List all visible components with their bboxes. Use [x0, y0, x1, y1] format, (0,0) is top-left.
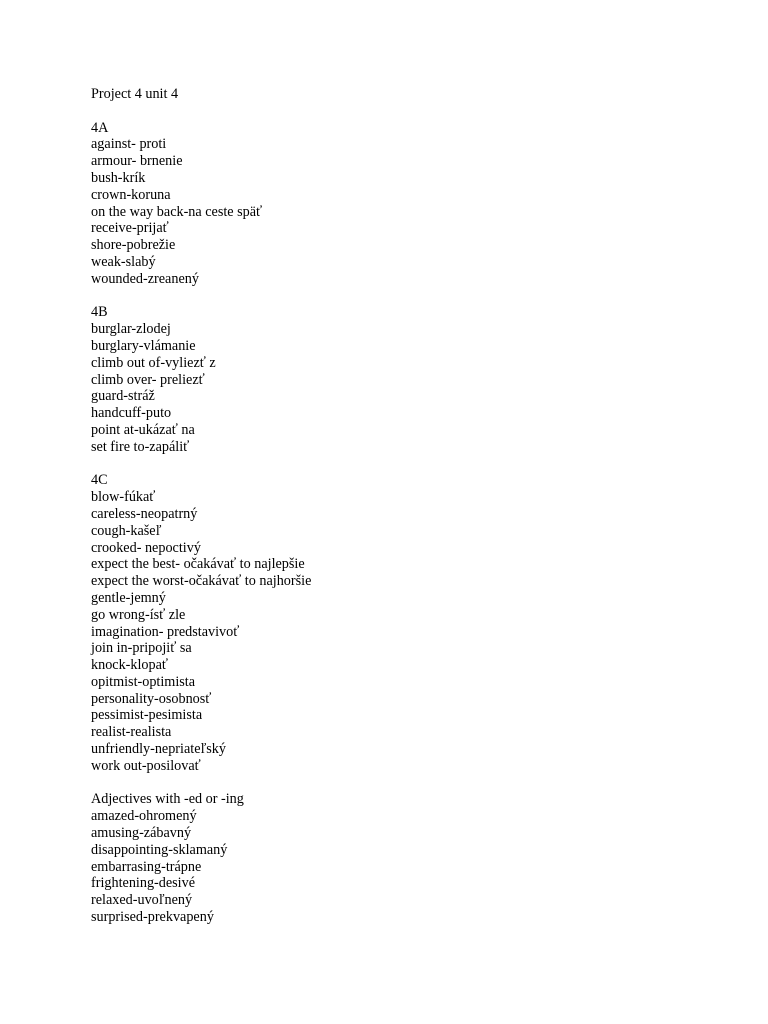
vocab-entry: shore-pobrežie: [91, 237, 176, 254]
vocab-entry: guard-stráž: [91, 388, 155, 405]
section-4a: [91, 120, 731, 288]
vocab-entry: frightening-desivé: [91, 875, 196, 892]
vocab-entry: realist-realista: [91, 724, 172, 741]
vocab-entry: imagination- predstavivoť: [91, 623, 240, 640]
vocab-entry: gentle-jemný: [91, 589, 166, 606]
section-heading: 4C: [91, 472, 108, 489]
vocab-entry: bush-krík: [91, 169, 146, 186]
vocab-entry: on the way back-na ceste späť: [91, 203, 263, 220]
section-heading: 4A: [91, 119, 109, 136]
vocab-entry: crown-koruna: [91, 186, 171, 203]
vocab-entry: careless-neopatrný: [91, 505, 198, 522]
section-heading: 4B: [91, 304, 108, 321]
vocab-entry: weak-slabý: [91, 253, 156, 270]
vocab-entry: against- proti: [91, 136, 167, 153]
vocab-entry: armour- brnenie: [91, 153, 183, 170]
vocab-entry: go wrong-ísť zle: [91, 606, 186, 623]
vocab-entry: burglary-vlámanie: [91, 337, 196, 354]
vocab-entry: climb over- preliezť: [91, 371, 205, 388]
vocab-entry: burglar-zlodej: [91, 321, 171, 338]
vocab-entry: receive-prijať: [91, 220, 169, 237]
vocab-entry: point at-ukázať na: [91, 421, 195, 438]
vocab-entry: climb out of-vyliezť z: [91, 354, 216, 371]
vocab-entry: opitmist-optimista: [91, 673, 196, 690]
vocab-entry: join in-pripojiť sa: [91, 640, 192, 657]
vocab-entry: wounded-zreanený: [91, 270, 199, 287]
vocab-entry: expect the worst-očakávať to najhoršie: [91, 573, 312, 590]
document-page: [91, 86, 731, 926]
vocab-entry: disappointing-sklamaný: [91, 841, 228, 858]
section-heading: Adjectives with -ed or -ing: [91, 791, 244, 808]
vocab-entry: personality-osobnosť: [91, 690, 212, 707]
vocab-entry: amusing-zábavný: [91, 825, 192, 842]
vocab-entry: expect the best- očakávať to najlepšie: [91, 556, 305, 573]
vocab-entry: amazed-ohromený: [91, 808, 197, 825]
section-4b: [91, 304, 731, 455]
vocab-entry: embarrasing-trápne: [91, 858, 202, 875]
vocab-entry: knock-klopať: [91, 657, 168, 674]
vocab-entry: work out-posilovať: [91, 757, 201, 774]
vocab-entry: crooked- nepoctivý: [91, 539, 201, 556]
section-adjectives: [91, 791, 731, 925]
vocab-entry: cough-kašeľ: [91, 522, 162, 539]
vocab-entry: relaxed-uvoľnený: [91, 892, 193, 909]
document-title: Project 4 unit 4: [91, 86, 179, 102]
vocab-entry: blow-fúkať: [91, 489, 156, 506]
section-4c: [91, 472, 731, 774]
vocab-entry: unfriendly-nepriateľský: [91, 741, 226, 758]
vocab-entry: handcuff-puto: [91, 405, 172, 422]
vocab-entry: surprised-prekvapený: [91, 909, 214, 926]
vocab-entry: set fire to-zapáliť: [91, 438, 190, 455]
vocab-entry: pessimist-pesimista: [91, 707, 203, 724]
